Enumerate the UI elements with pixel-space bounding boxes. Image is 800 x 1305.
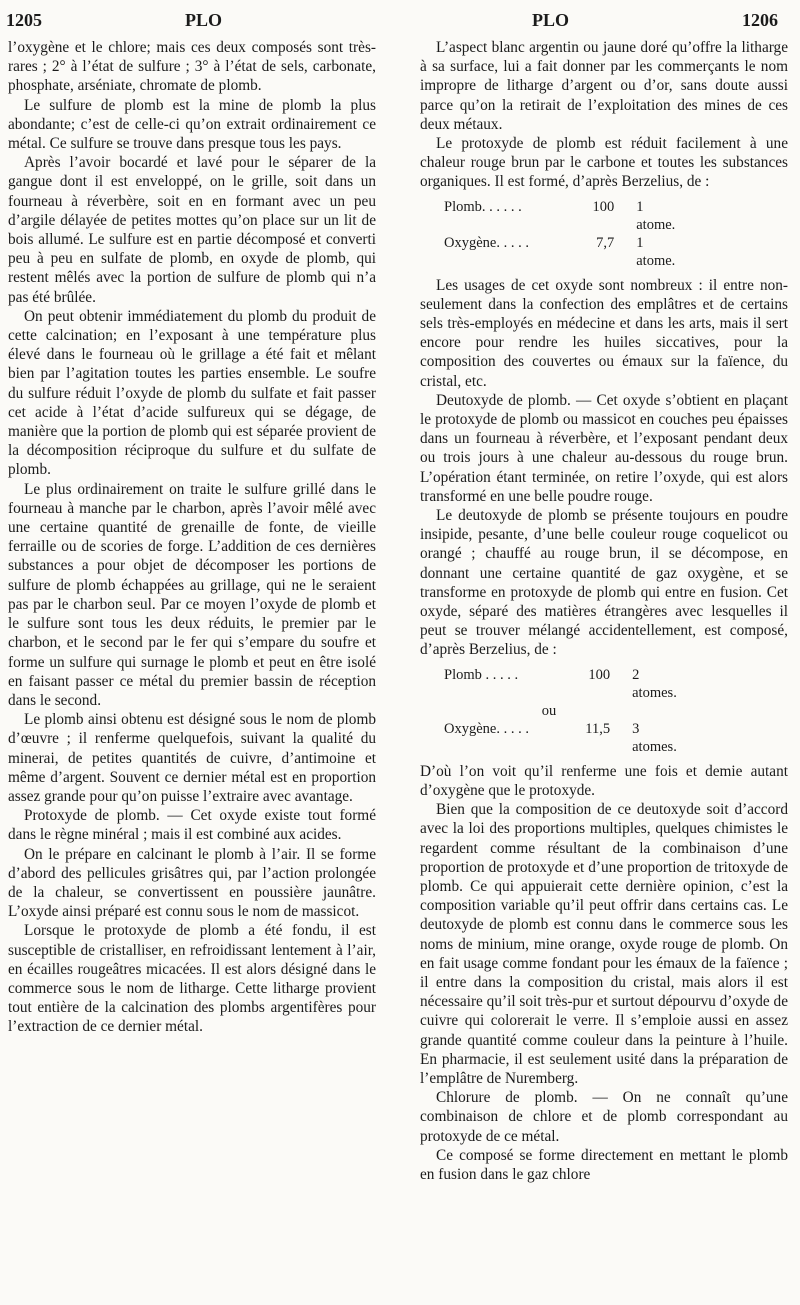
- paragraph: Les usages de cet oxyde sont nombreux : il entre non-seulement dans la confection des emplâtres et de certains sels très-employés en médecine et dans les arts, mais il sert encore pour rendre les huiles siccatives, pour la composition des couvertes ou émaux sur la faïence, du cristal, etc.: [420, 276, 788, 390]
- paragraph: Lorsque le protoxyde de plomb a été fondu, il est susceptible de cristalliser, en refroidissant lentement à l’air, en écailles rougeâtres micacées. Il est alors désigné dans le commerce sous le nom de litharge. Cette litharge provient tout entière de la calcination des plombs argentifères pour l’extraction de ce dernier métal.: [8, 922, 376, 1036]
- connector-text: ou: [541, 702, 557, 719]
- element-value: 100: [588, 666, 611, 683]
- page-number-right: 1206: [742, 10, 778, 30]
- element-value: 11,5: [585, 720, 611, 737]
- paragraph: Le plomb ainsi obtenu est désigné sous le nom de plomb d’œuvre ; il renferme quelquefois, suivant la qualité du minerai, de petites quantités de cuivre, d’antimoine et même d’argent. Souvent ce dernier métal est en proportion assez grande pour qu’on puisse l’extraire avec avantage.: [8, 711, 376, 805]
- element-name: Oxygène. . . . .: [444, 720, 529, 737]
- composition-connector: [444, 702, 684, 720]
- paragraph: Ce composé se forme directement en mettant le plomb en fusion dans le gaz chlore: [420, 1146, 788, 1183]
- paragraph: Deutoxyde de plomb. — Cet oxyde s’obtient en plaçant le protoxyde de plomb ou massicot en couches peu épaisses dans un fourneau à réverbère, et l’exposant pendant deux ou trois jours à une chaleur au-dessous du rouge brun. L’opération étant terminée, on retire l’oxyde, qui est alors transformé en une belle poudre rouge.: [420, 391, 788, 505]
- composition-row: [444, 666, 684, 702]
- atom-count: 1 atome.: [636, 234, 676, 269]
- composition-table-deutoxyde: [444, 666, 684, 756]
- element-name: Oxygène. . . . .: [444, 234, 529, 251]
- paragraph: On peut obtenir immédiatement du plomb du produit de cette calcination; en l’exposant à une température plus élevé dans le fourneau où le grillage a été fait et mêlant bien par l’agitation toutes les parties ensemble. Le soufre du sulfure réduit l’oxyde de plomb du sulfate et fait passer cet acide à l’état d’acide sulfureux qui se dégage, de manière que la portion de plomb qui est séparée provient de la décomposition réciproque du sulfure et du sulfate de plomb.: [8, 307, 376, 479]
- paragraph: L’aspect blanc argentin ou jaune doré qu’offre la litharge à sa surface, lui a fait donner par les commerçants le nom impropre de litharge d’argent ou d’or, sans doute aussi parce qu’on la retirait de l’exploitation des mines de ces deux métaux.: [420, 39, 788, 133]
- composition-row: [444, 234, 684, 270]
- composition-row: [444, 198, 684, 234]
- paragraph: Le plus ordinairement on traite le sulfure grillé dans le fourneau à manche par le charbon, après l’avoir mêlé avec une certaine quantité de grenaille de fonte, de vieille ferraille ou de scories de forge. L’addition de ces dernières substances a pour objet de décomposer les portions de sulfure de plomb échappées au grillage, qui ne le seraient pas par le charbon seul. Par ce moyen l’oxyde de plomb et le sulfure sont tous les deux réduits, le premier par le charbon, et le second par le fer qui s’empare du soufre et forme un sulfure qui surnage le plomb et peut en être isolé en faisant passer ce métal du premier bassin de réception dans le second.: [8, 480, 376, 709]
- left-column: [8, 38, 376, 1037]
- atom-count: 3 atomes.: [632, 720, 677, 755]
- paragraph: D’où l’on voit qu’il renferme une fois et demie autant d’oxygène que le protoxyde.: [420, 762, 788, 799]
- guide-word-right: PLO: [532, 10, 570, 30]
- paragraph: Chlorure de plomb. — On ne connaît qu’une combinaison de chlore et de plomb correspondant au protoxyde de ce métal.: [420, 1089, 788, 1145]
- paragraph: Le deutoxyde de plomb se présente toujours en poudre insipide, pesante, d’une belle couleur rouge coquelicot ou orangé ; chauffé au rouge brun, il se décompose, en donnant une certaine quantité de gaz oxygène, et se transforme en protoxyde de plomb qui entre en fusion. Cet oxyde, séparé des matières étrangères avec lesquelles il peut se trouver mélangé accidentellement, est composé, d’après Berzelius, de :: [420, 507, 788, 659]
- paragraph: Le protoxyde de plomb est réduit facilement à une chaleur rouge brun par le carbone et toutes les substances organiques. Il est formé, d’après Berzelius, de :: [420, 135, 788, 191]
- running-header: [0, 4, 800, 34]
- element-name: Plomb. . . . . .: [444, 198, 522, 215]
- paragraph: On le prépare en calcinant le plomb à l’air. Il se forme d’abord des pellicules grisâtres qui, par l’action prolongée de la chaleur, se convertissent en poussière jaunâtre. L’oxyde ainsi préparé est connu sous le nom de massicot.: [8, 845, 376, 921]
- paragraph: Protoxyde de plomb. — Cet oxyde existe tout formé dans le règne minéral ; mais il est combiné aux acides.: [8, 807, 376, 844]
- paragraph: l’oxygène et le chlore; mais ces deux composés sont très-rares ; 2° à l’état de sulfure ; 3° à l’état de sels, carbonate, phosphate, arséniate, chromate de plomb.: [8, 39, 376, 95]
- page-number-left: 1205: [6, 10, 42, 30]
- element-value: 100: [592, 198, 615, 215]
- atom-count: 1 atome.: [636, 198, 676, 233]
- paragraph: Bien que la composition de ce deutoxyde soit d’accord avec la loi des proportions multiples, quelques chimistes le regardent comme résultant de la combinaison d’une proportion de protoxyde et d’une proportion de tritoxyde de plomb. Ce qui appuierait cette dernière opinion, c’est la composition variable qu’il peut offrir dans certains cas. Le deutoxyde de plomb est connu dans le commerce sous les noms de minium, mine orange, oxyde rouge de plomb. On en fait usage comme fondant pour les émaux de la faïence ; il entre dans la composition du cristal, mais alors il est nécessaire qu’il soit très-pur et surtout dépourvu d’oxyde de cuivre qui colorerait le verre. Il s’emploie aussi en assez grande quantité comme couleur dans la peinture à l’huile. En pharmacie, il est seulement usité dans la préparation de l’emplâtre de Nuremberg.: [420, 801, 788, 1087]
- paragraph: Le sulfure de plomb est la mine de plomb la plus abondante; c’est de celle-ci qu’on extrait ordinairement ce métal. Ce sulfure se trouve dans presque tous les pays.: [8, 96, 376, 153]
- composition-table-protoxyde: [444, 198, 684, 270]
- atom-count: 2 atomes.: [632, 666, 677, 701]
- composition-row: [444, 720, 684, 756]
- guide-word-left: PLO: [185, 10, 223, 30]
- element-value: 7,7: [596, 234, 615, 251]
- element-name: Plomb . . . . .: [444, 666, 519, 683]
- right-column: [420, 38, 788, 1184]
- paragraph: Après l’avoir bocardé et lavé pour le séparer de la gangue dont il est enveloppé, on le grille, soit dans un fourneau à réverbère, soit en en formant avec un peu d’argile délayée de petites mottes qu’on place sur un lit de bois allumé. Le sulfure est en partie décomposé et converti peu à peu en sulfate de plomb, en oxyde de plomb, qui restent mêlés avec la portion de sulfure de plomb qui n’a pas été brûlée.: [8, 154, 376, 306]
